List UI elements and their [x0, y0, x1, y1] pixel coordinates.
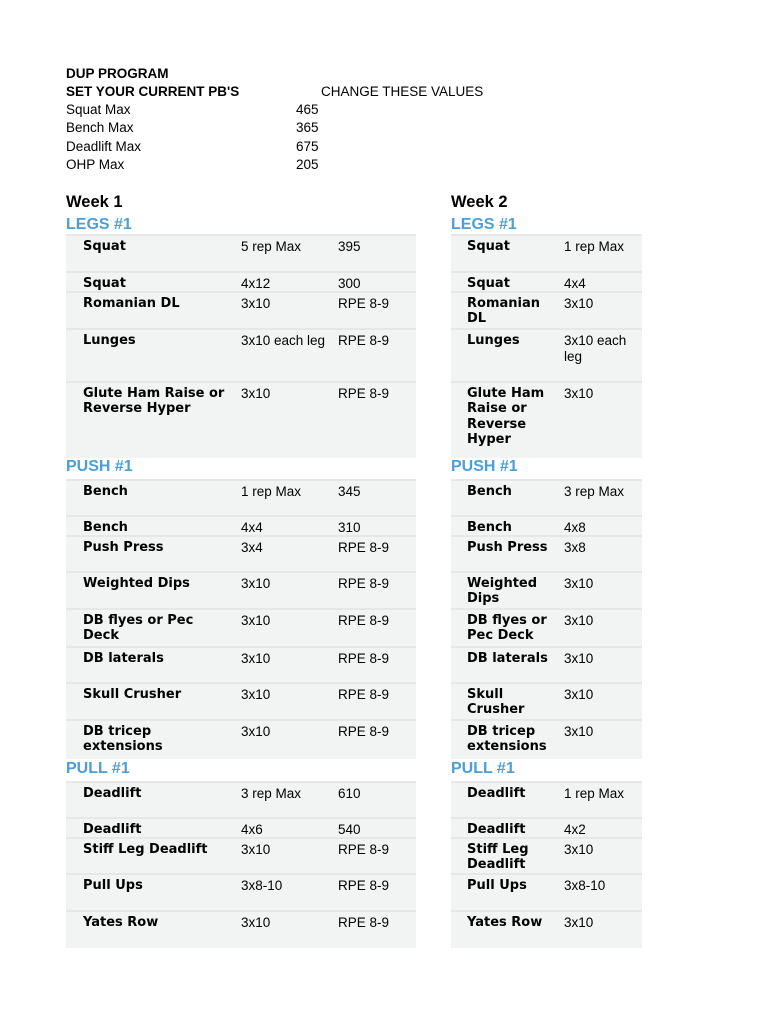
- exercise-row: [66, 719, 416, 759]
- exercise-row: [66, 571, 416, 608]
- load-target: RPE 8-9: [338, 613, 390, 628]
- change-values-note: CHANGE THESE VALUES: [321, 84, 484, 99]
- exercise-name: Weighted Dips: [83, 576, 190, 591]
- sets-reps: 3x10: [241, 386, 271, 401]
- exercise-name: Lunges: [83, 333, 136, 348]
- exercise-name: Squat: [467, 239, 510, 254]
- exercise-row: [66, 910, 416, 948]
- exercise-name: Glute Ham Raise or Reverse Hyper: [467, 386, 545, 447]
- load-target: RPE 8-9: [338, 724, 390, 739]
- load-target: RPE 8-9: [338, 915, 390, 930]
- sets-reps: 5 rep Max: [241, 239, 302, 254]
- sets-reps: 3x10 each leg: [564, 333, 627, 364]
- load-target: RPE 8-9: [338, 296, 390, 311]
- sets-reps: 3x8-10: [564, 878, 606, 893]
- exercise-name: Pull Ups: [467, 878, 527, 893]
- deadlift-max-label: Deadlift Max: [66, 139, 142, 154]
- load-target: 345: [338, 484, 361, 499]
- exercise-name: Lunges: [467, 333, 520, 348]
- program-title: DUP PROGRAM: [66, 66, 169, 81]
- sets-reps: 3 rep Max: [564, 484, 625, 499]
- exercise-row: [451, 291, 642, 328]
- bench-max-label: Bench Max: [66, 120, 134, 135]
- exercise-name: DB flyes or Pec Deck: [83, 613, 194, 644]
- section-title: PULL #1: [66, 760, 130, 777]
- exercise-row: [451, 719, 642, 759]
- ohp-max-value[interactable]: 205: [296, 157, 319, 172]
- sets-reps: 1 rep Max: [241, 484, 302, 499]
- exercise-row: [451, 381, 642, 458]
- load-target: 610: [338, 786, 361, 801]
- exercise-name: Romanian DL: [83, 296, 180, 311]
- exercise-row: [66, 328, 416, 381]
- sets-reps: 3x10: [241, 613, 271, 628]
- exercise-row: [451, 873, 642, 910]
- deadlift-max-value[interactable]: 675: [296, 139, 319, 154]
- sets-reps: 3x10: [564, 576, 594, 591]
- exercise-row: [66, 271, 416, 291]
- exercise-name: Deadlift: [467, 786, 526, 801]
- squat-max-label: Squat Max: [66, 102, 131, 117]
- week-title: Week 2: [451, 193, 508, 211]
- exercise-name: Squat: [83, 276, 126, 291]
- sets-reps: 1 rep Max: [564, 239, 625, 254]
- sets-reps: 3 rep Max: [241, 786, 302, 801]
- exercise-row: [451, 646, 642, 682]
- exercise-row: [451, 781, 642, 817]
- exercise-row: [66, 381, 416, 458]
- exercise-row: [66, 817, 416, 837]
- exercise-row: [66, 234, 416, 272]
- sets-reps: 3x10: [241, 724, 271, 739]
- exercise-name: Bench: [467, 484, 512, 499]
- exercise-row: [451, 910, 642, 948]
- load-target: 300: [338, 276, 361, 291]
- exercise-row: [66, 781, 416, 817]
- exercise-row: [66, 535, 416, 571]
- exercise-name: Skull Crusher: [467, 687, 525, 718]
- exercise-name: Yates Row: [83, 915, 159, 930]
- exercise-row: [451, 837, 642, 873]
- load-target: RPE 8-9: [338, 333, 390, 348]
- exercise-name: DB tricep extensions: [467, 724, 547, 755]
- exercise-row: [451, 234, 642, 272]
- sets-reps: 3x10: [241, 842, 271, 857]
- exercise-name: DB laterals: [83, 651, 164, 666]
- load-target: 540: [338, 822, 361, 837]
- load-target: 310: [338, 520, 361, 535]
- section-title: LEGS #1: [66, 216, 132, 233]
- sets-reps: 3x10: [241, 296, 271, 311]
- exercise-name: Squat: [83, 239, 126, 254]
- sets-reps: 3x10: [564, 915, 594, 930]
- section-title: PULL #1: [451, 760, 515, 777]
- exercise-row: [66, 873, 416, 910]
- exercise-name: Push Press: [467, 540, 548, 555]
- exercise-name: DB laterals: [467, 651, 548, 666]
- sets-reps: 3x8: [564, 540, 586, 555]
- sets-reps: 3x10: [241, 915, 271, 930]
- load-target: RPE 8-9: [338, 576, 390, 591]
- exercise-row: [66, 608, 416, 646]
- load-target: RPE 8-9: [338, 687, 390, 702]
- exercise-name: Bench: [467, 520, 512, 535]
- ohp-max-label: OHP Max: [66, 157, 125, 172]
- exercise-name: Skull Crusher: [83, 687, 182, 702]
- exercise-row: [451, 571, 642, 608]
- exercise-name: Stiff Leg Deadlift: [467, 842, 529, 873]
- sets-reps: 4x6: [241, 822, 263, 837]
- sets-reps: 3x10: [564, 842, 594, 857]
- sets-reps: 3x10: [564, 724, 594, 739]
- sets-reps: 4x12: [241, 276, 271, 291]
- sets-reps: 3x4: [241, 540, 263, 555]
- sets-reps: 4x4: [564, 276, 586, 291]
- bench-max-value[interactable]: 365: [296, 120, 319, 135]
- sets-reps: 3x10: [564, 386, 594, 401]
- exercise-name: Push Press: [83, 540, 164, 555]
- load-target: RPE 8-9: [338, 651, 390, 666]
- sets-reps: 3x10: [564, 687, 594, 702]
- exercise-name: Pull Ups: [83, 878, 143, 893]
- exercise-name: Stiff Leg Deadlift: [83, 842, 208, 857]
- exercise-row: [451, 535, 642, 571]
- section-title: PUSH #1: [66, 458, 133, 475]
- exercise-row: [66, 515, 416, 535]
- sets-reps: 1 rep Max: [564, 786, 625, 801]
- sets-reps: 3x10: [241, 576, 271, 591]
- squat-max-value[interactable]: 465: [296, 102, 319, 117]
- exercise-name: Yates Row: [467, 915, 543, 930]
- sets-reps: 3x10: [564, 613, 594, 628]
- pb-instruction: SET YOUR CURRENT PB'S: [66, 84, 240, 99]
- exercise-row: [66, 291, 416, 328]
- exercise-row: [451, 515, 642, 535]
- load-target: RPE 8-9: [338, 878, 390, 893]
- exercise-name: Deadlift: [83, 822, 142, 837]
- exercise-row: [66, 682, 416, 719]
- sets-reps: 3x10: [564, 651, 594, 666]
- exercise-name: Weighted Dips: [467, 576, 538, 607]
- exercise-name: Bench: [83, 484, 128, 499]
- exercise-name: Glute Ham Raise or Reverse Hyper: [83, 386, 225, 417]
- exercise-name: Bench: [83, 520, 128, 535]
- exercise-row: [451, 608, 642, 646]
- section-title: LEGS #1: [451, 216, 517, 233]
- load-target: RPE 8-9: [338, 386, 390, 401]
- exercise-row: [451, 479, 642, 515]
- exercise-row: [451, 682, 642, 719]
- exercise-row: [66, 479, 416, 515]
- load-target: 395: [338, 239, 361, 254]
- exercise-name: Deadlift: [83, 786, 142, 801]
- load-target: RPE 8-9: [338, 842, 390, 857]
- exercise-row: [451, 817, 642, 837]
- week-title: Week 1: [66, 193, 123, 211]
- sets-reps: 4x4: [241, 520, 263, 535]
- exercise-name: Squat: [467, 276, 510, 291]
- exercise-row: [451, 271, 642, 291]
- sets-reps: 3x8-10: [241, 878, 283, 893]
- exercise-name: Deadlift: [467, 822, 526, 837]
- exercise-row: [451, 328, 642, 381]
- sets-reps: 3x10: [241, 687, 271, 702]
- sets-reps: 3x10 each leg: [241, 333, 326, 348]
- sets-reps: 3x10: [241, 651, 271, 666]
- sets-reps: 3x10: [564, 296, 594, 311]
- exercise-name: DB tricep extensions: [83, 724, 163, 755]
- exercise-name: Romanian DL: [467, 296, 540, 327]
- load-target: RPE 8-9: [338, 540, 390, 555]
- exercise-name: DB flyes or Pec Deck: [467, 613, 547, 644]
- sets-reps: 4x8: [564, 520, 586, 535]
- exercise-row: [66, 837, 416, 873]
- section-title: PUSH #1: [451, 458, 518, 475]
- sets-reps: 4x2: [564, 822, 586, 837]
- exercise-row: [66, 646, 416, 682]
